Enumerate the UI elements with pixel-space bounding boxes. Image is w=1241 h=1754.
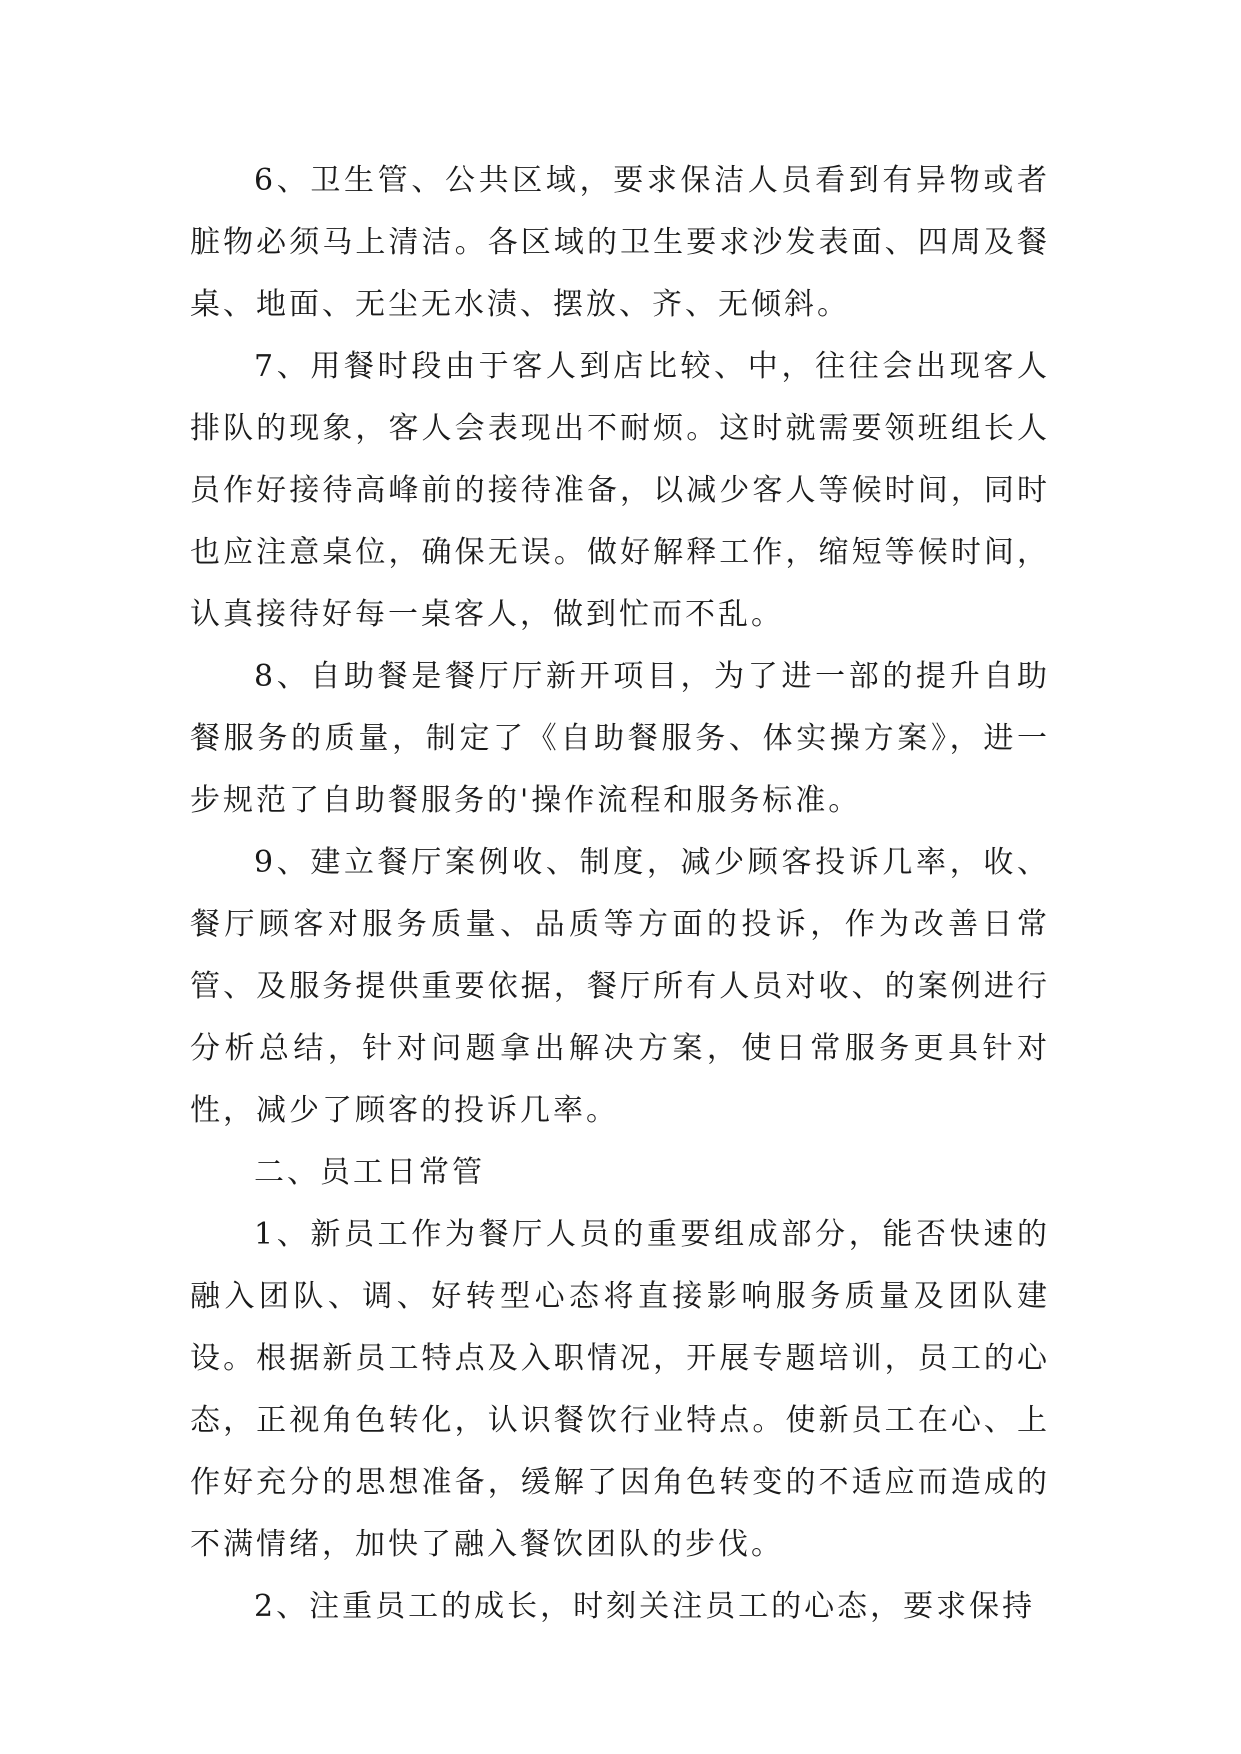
paragraph-complaints: 9、建立餐厅案例收、制度，减少顾客投诉几率，收、餐厅顾客对服务质量、品质等方面的投诉，作为改善日常管、及服务提供重要依据，餐厅所有人员对收、的案例进行分析总结，针对问题拿出解决方案，使日常服务更具针对性，减少了顾客的投诉几率。 (190, 845, 1050, 1128)
paragraph-hygiene: 6、卫生管、公共区域，要求保洁人员看到有异物或者脏物必须马上清洁。各区域的卫生要求沙发表面、四周及餐桌、地面、无尘无水渍、摆放、齐、无倾斜。 (190, 163, 1050, 322)
section-heading-staff: 二、员工日常管 (254, 1155, 485, 1190)
paragraph-buffet: 8、自助餐是餐厅厅新开项目，为了进一部的提升自助餐服务的质量，制定了《自助餐服务、体实操方案》，进一步规范了自助餐服务的'操作流程和服务标准。 (190, 659, 1050, 818)
document-body (190, 150, 1050, 1638)
paragraph-peak-hours: 7、用餐时段由于客人到店比较、中，往往会出现客人排队的现象，客人会表现出不耐烦。这时就需要领班组长人员作好接待高峰前的接待准备，以减少客人等候时间，同时也应注意桌位，确保无误。做好解释工作，缩短等候时间，认真接待好每一桌客人，做到忙而不乱。 (190, 349, 1050, 632)
paragraph-new-staff: 1、新员工作为餐厅人员的重要组成部分，能否快速的融入团队、调、好转型心态将直接影响服务质量及团队建设。根据新员工特点及入职情况，开展专题培训，员工的心态，正视角色转化，认识餐饮行业特点。使新员工在心、上作好充分的思想准备，缓解了因角色转变的不适应而造成的不满情绪，加快了融入餐饮团队的步伐。 (190, 1217, 1050, 1562)
paragraph-staff-growth: 2、注重员工的成长，时刻关注员工的心态，要求保持 (254, 1589, 1036, 1624)
